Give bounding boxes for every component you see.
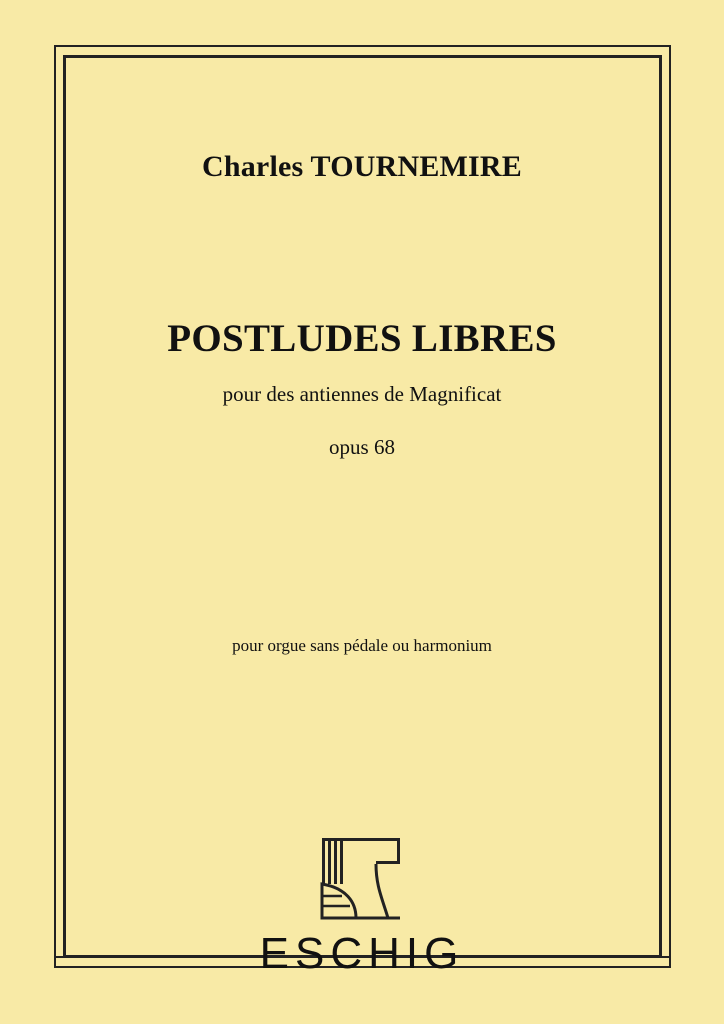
instrumentation: pour orgue sans pédale ou harmonium bbox=[232, 636, 492, 655]
opus-number: opus 68 bbox=[329, 435, 395, 459]
work-subtitle: pour des antiennes de Magnificat bbox=[222, 382, 502, 406]
composer-name: Charles TOURNEMIRE bbox=[201, 150, 523, 183]
publisher-name: ESCHIG bbox=[259, 929, 465, 978]
inner-border-frame bbox=[63, 55, 662, 958]
eschig-logo-icon bbox=[316, 836, 408, 922]
work-title: POSTLUDES LIBRES bbox=[167, 317, 557, 360]
